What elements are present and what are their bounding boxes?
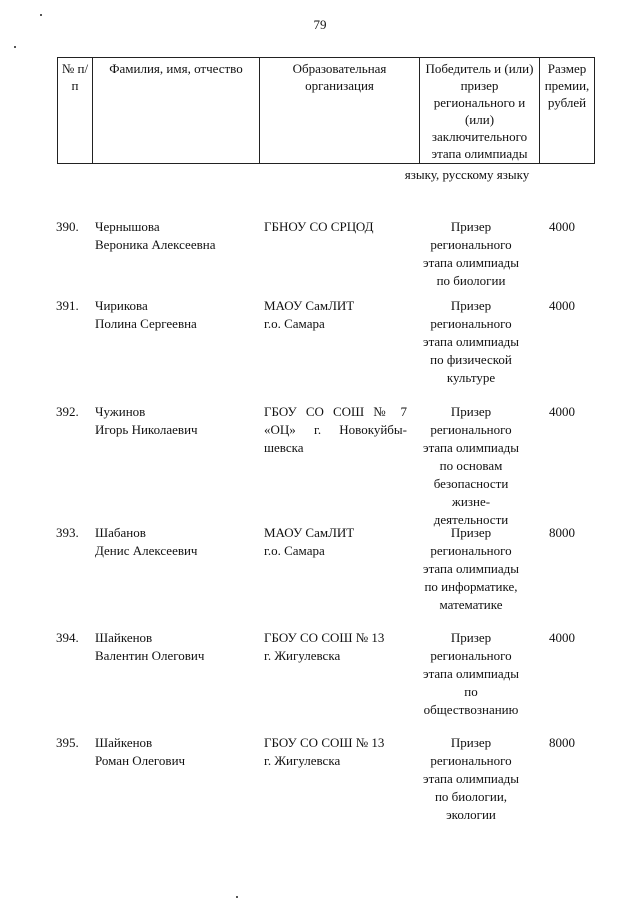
- row-number: 391.: [56, 298, 79, 313]
- row-number: 393.: [56, 525, 79, 540]
- participant-name: Шайкенов Роман Олегович: [95, 735, 186, 768]
- header-num: № п/п: [58, 58, 93, 164]
- olympiad-status: Призер регионального этапа олимпиады по биологии: [422, 219, 520, 288]
- olympiad-status: Призер регионального этапа олимпиады по биологии, экологии: [422, 735, 520, 822]
- prize-amount: 4000: [549, 404, 575, 419]
- scan-speck: [14, 46, 16, 48]
- organization: ГБОУ СО СОШ № 7 «ОЦ» г. Новокуйбы- шевска: [264, 404, 407, 455]
- prize-amount: 8000: [549, 525, 575, 540]
- table-header: [57, 57, 595, 164]
- row-number: 392.: [56, 404, 79, 419]
- olympiad-status: Призер регионального этапа олимпиады по информатике, математике: [422, 525, 520, 612]
- participant-name: Шабанов Денис Алексеевич: [95, 525, 198, 558]
- olympiad-status: Призер регионального этапа олимпиады по обществознанию: [422, 630, 520, 717]
- organization: МАОУ СамЛИТ г.о. Самара: [264, 298, 355, 331]
- row-number: 395.: [56, 735, 79, 750]
- row-number: 394.: [56, 630, 79, 645]
- header-name: Фамилия, имя, отчество: [93, 58, 260, 164]
- participant-name: Шайкенов Валентин Олегович: [95, 630, 205, 663]
- row-number: 390.: [56, 219, 79, 234]
- scan-speck: [236, 896, 238, 898]
- prize-amount: 8000: [549, 735, 575, 750]
- organization: МАОУ СамЛИТ г.о. Самара: [264, 525, 355, 558]
- organization: ГБОУ СО СОШ № 13 г. Жигулевска: [264, 735, 385, 768]
- header-status: Победитель и (или) призер регионального и (или) заключительного этапа олимпиады: [420, 58, 540, 164]
- prize-amount: 4000: [549, 298, 575, 313]
- olympiad-status: Призер регионального этапа олимпиады по физической культуре: [422, 298, 520, 385]
- prize-amount: 4000: [549, 630, 575, 645]
- page-number: 79: [313, 17, 327, 32]
- prize-amount: 4000: [549, 219, 575, 234]
- participant-name: Чирикова Полина Сергеевна: [95, 298, 197, 331]
- participant-name: Чужинов Игорь Николаевич: [95, 404, 198, 437]
- olympiad-status: Призер регионального этапа олимпиады по основам безопасности жизне- деятельности: [422, 404, 520, 527]
- scan-speck: [40, 14, 42, 16]
- organization: ГБНОУ СО СРЦОД: [264, 219, 374, 234]
- organization: ГБОУ СО СОШ № 13 г. Жигулевска: [264, 630, 385, 663]
- participant-name: Чернышова Вероника Алексеевна: [95, 219, 216, 252]
- header-org: Образовательная организация: [260, 58, 420, 164]
- header-amount: Размер премии, рублей: [540, 58, 595, 164]
- continued-status-text: языку, русскому языку: [404, 167, 530, 182]
